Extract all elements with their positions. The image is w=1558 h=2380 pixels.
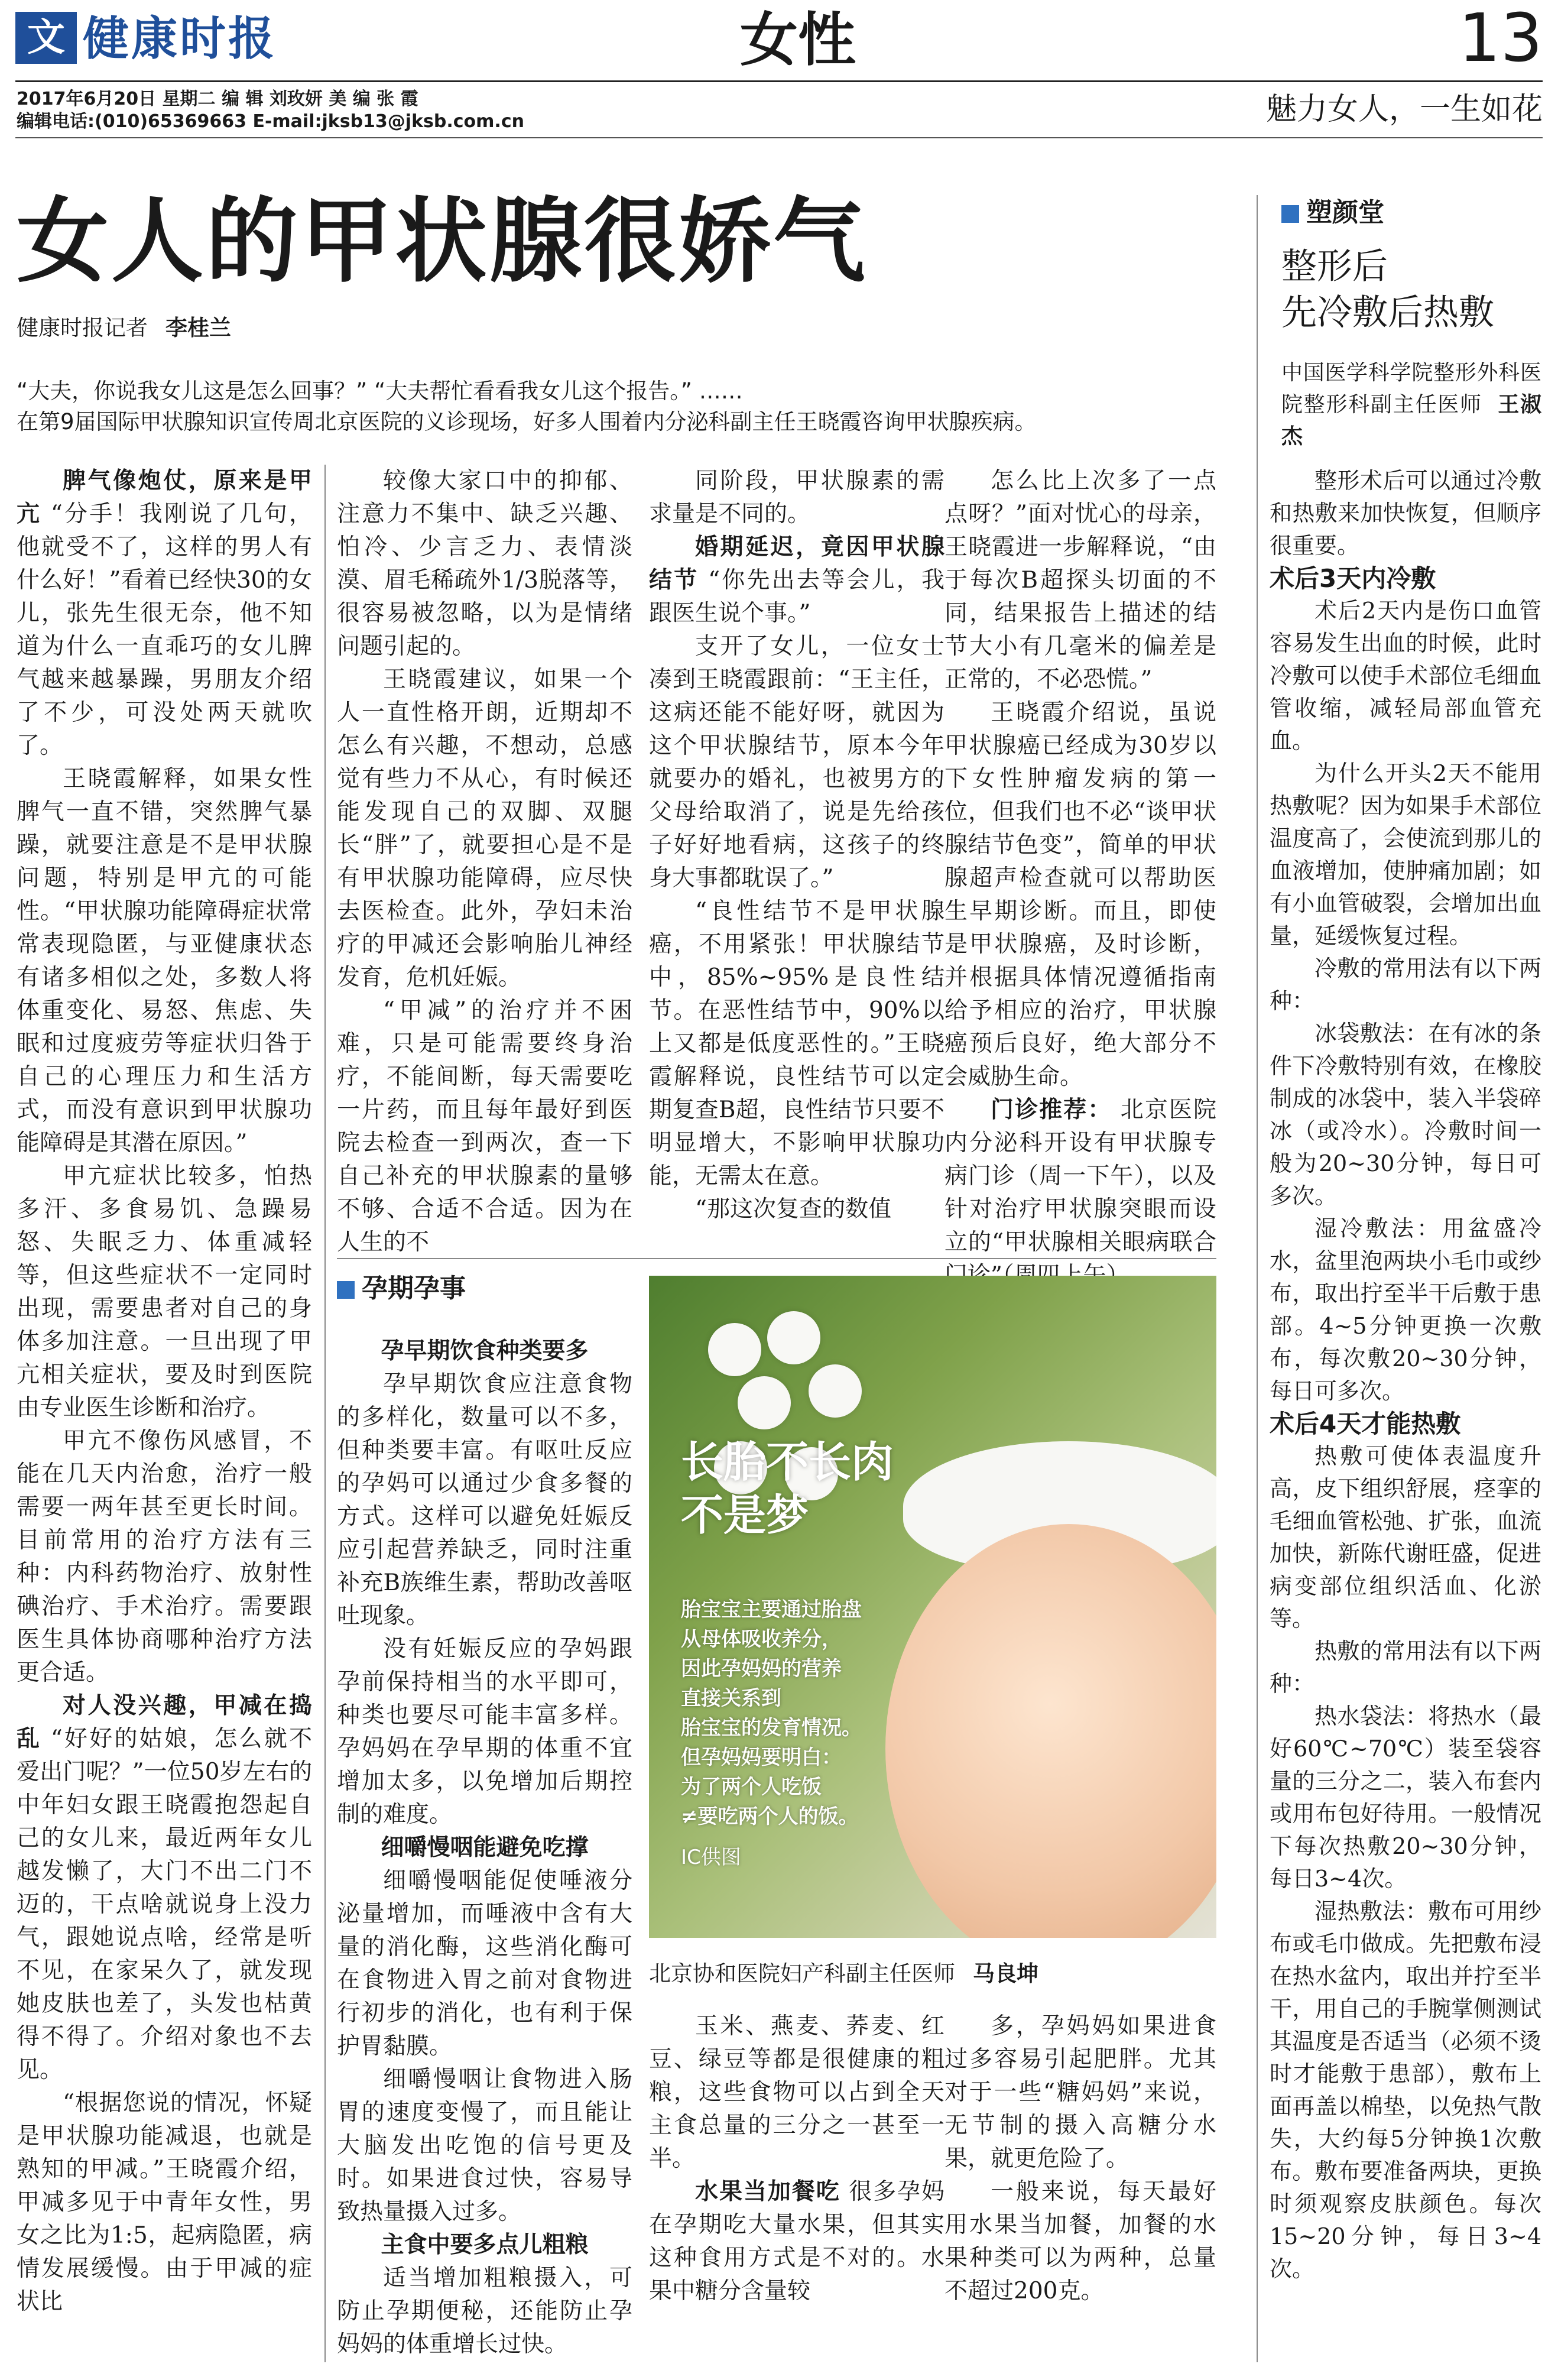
article-column-4	[944, 465, 1216, 1292]
photo-headline: 长胎不长肉 不是梦	[681, 1437, 894, 1540]
paragraph: 王晓霞介绍说，虽说甲状腺癌已经成为30岁以下女性肿瘤发病的第一位，但我们也不必“谈甲状腺结节色变”，简单的甲状腺超声检查就可以帮助医生早期诊断。而且，即使是甲状腺癌，及时诊断，并根据具体情况遵循指南给予相应的治疗，甲状腺癌预后良好，绝大部分不会威胁生命。	[944, 699, 1216, 1090]
paragraph: 甲亢症状比较多，怕热多汗、多食易饥、急躁易怒、失眠乏力、体重减轻等，但这些症状不一定同时出现，需要患者对自己的身体多加注意。一旦出现了甲亢相关症状，要及时到医院由专业医生诊断和治疗。	[17, 1163, 312, 1421]
paragraph-lead: 门诊推荐：	[991, 1097, 1112, 1123]
pregnancy-box-rule	[337, 1258, 1216, 1259]
photo-caption-line: 胎宝宝的发育情况。	[681, 1716, 862, 1740]
paragraph: 王晓霞解释，如果女性脾气一直不错，突然脾气暴躁，就要注意是不是甲状腺问题，特别是甲亢的可能性。“甲状腺功能障碍症状常常表现隐匿，与亚健康状态有诸多相似之处，多数人将体重变化、易怒、焦虑、失眠和过度疲劳等症状归咎于自己的心理压力和生活方式，而没有意识到甲状腺功能障碍是其潜在原因。”	[17, 766, 312, 1156]
subheading: 术后3天内冷敷	[1270, 564, 1436, 593]
paragraph: 细嚼慢咽让食物进入肠胃的速度变慢了，而且能让大脑发出吃饱的信号更及时。如果进食过快，容易导致热量摄入过多。	[337, 2066, 632, 2225]
masthead-rule	[15, 80, 1543, 82]
article-column-1	[17, 465, 312, 2319]
paragraph-lead: 脾气像炮仗，原来是甲亢	[17, 468, 312, 527]
page-number: 13	[1458, 0, 1543, 77]
paragraph: “甲减”的治疗并不困难，只是可能需要终身治疗，不能间断，每天需要吃一片药，而且每年最好到医院去检查一到两次，查一下自己补充的甲状腺素的量够不够、合适不合适。因为在人生的不	[337, 997, 632, 1256]
photo-caption-line: 但孕妈妈要明白：	[681, 1746, 842, 1769]
pregnancy-column-3	[944, 2010, 1216, 2308]
section-title: 女性	[739, 7, 856, 74]
masthead-rule-bottom	[15, 137, 1543, 138]
paragraph: 玉米、燕麦、荞麦、红豆、绿豆等都是很健康的粗粮，这些食物可以占到全天主食总量的三分之一甚至一半。	[649, 2013, 944, 2172]
paragraph: 水果当加餐吃 很多孕妈在孕期吃大量水果，但其实这种食用方式是不对的。水果中糖分含量较	[649, 2178, 944, 2304]
subheading: 孕早期饮食种类要多	[381, 1338, 589, 1364]
photo-caption-line: 因此孕妈妈的营养	[681, 1657, 842, 1681]
sidebar-column	[1270, 465, 1541, 2285]
pregnancy-author: 北京协和医院妇产科副主任医师 马良坤	[649, 1961, 1038, 1986]
paragraph: 脾气像炮仗，原来是甲亢 “分手！我刚说了几句，他就受不了，这样的男人有什么好！”看着已经快30的女儿，张先生很无奈，他不知道为什么一直乖巧的女儿脾气越来越暴躁，男朋友介绍了不少，可没处两天就吹了。	[17, 468, 312, 759]
paragraph-lead: 水果当加餐吃	[695, 2178, 840, 2205]
paragraph: 王晓霞建议，如果一个人一直性格开朗，近期却不怎么有兴趣，不想动，总感觉有些力不从心，有时候还能发现自己的双脚、双腿长“胖”了，就要担心是不是有甲状腺功能障碍，应尽快去医检查。此外，孕妇未治疗的甲减还会影响胎儿神经发育，危机妊娠。	[337, 666, 632, 991]
paragraph: 细嚼慢咽能促使唾液分泌量增加，而唾液中含有大量的消化酶，这些消化酶可在食物进入胃之前对食物进行初步的消化，也有利于保护胃黏膜。	[337, 1867, 632, 2060]
paragraph: 同阶段，甲状腺素的需求量是不同的。	[649, 468, 944, 527]
photo-caption-line: 为了两个人吃饭	[681, 1775, 822, 1799]
pregnancy-box-title: 孕期孕事	[337, 1271, 466, 1306]
paragraph: “那这次复查的数值	[695, 1196, 891, 1223]
paragraph: 湿热敷法：敷布可用纱布或毛巾做成。先把敷布浸在热水盆内，取出并拧至半干，用自己的手腕掌侧测试其温度是否适当（必须不烫时才能敷于患部），敷布上面再盖以棉垫，以免热气散失，大约每5分钟换1次敷布。敷布要准备两块，更换时须观察皮肤颜色。每次15~20分钟，每日3~4次。	[1270, 1898, 1541, 2282]
paragraph: 支开了女儿，一位女士凑到王晓霞跟前：“王主任，这病还能不能好呀，就因为这个甲状腺结节，原本今年就要办的婚礼，也被男方的父母给取消了，说是先给孩子好好地看病，这孩子的终身大事都耽误了。”	[649, 633, 944, 891]
sidebar-author: 中国医学科学院整形外科医院整形科副主任医师 王淑杰	[1281, 361, 1541, 449]
subheading: 细嚼慢咽能避免吃撑	[381, 1834, 589, 1861]
paragraph-lead: 对人没兴趣，甲减在捣乱	[17, 1692, 312, 1752]
paragraph: 冰袋敷法：在有冰的条件下冷敷特别有效，在橡胶制成的冰袋中，装入半袋碎冰（或冷水）。冷敷时间一般为20~30分钟，每日可多次。	[1270, 1020, 1541, 1209]
byline-name: 李桂兰	[165, 315, 231, 341]
paragraph: 热敷可使体表温度升高，皮下组织舒展，痉挛的毛细血管松弛、扩张，血流加快，新陈代谢旺盛，促进病变部位组织活血、化淤等。	[1270, 1443, 1541, 1632]
square-bullet-icon	[1281, 205, 1299, 223]
subheading: 主食中要多点儿粗粮	[381, 2232, 589, 2258]
newspaper-logo: 健康时报	[83, 12, 277, 66]
paragraph: 没有妊娠反应的孕妈跟孕前保持相当的水平即可，种类也要尽可能丰富多样。孕妈妈在孕早期的体重不宜增加太多，以免增加后期控制的难度。	[337, 1636, 632, 1828]
paragraph: “良性结节不是甲状腺癌，不用紧张！甲状腺结节中，85%~95%是良性结节。在恶性结节中，90%以上又都是低度恶性的。”王晓霞解释说，良性结节可以定期复查B超，良性结节只要不明显增大，不影响甲状腺功能，无需太在意。	[649, 898, 944, 1189]
paragraph: 婚期延迟，竟因甲状腺结节 “你先出去等会儿，我跟医生说个事。”	[649, 534, 944, 627]
article-column-3	[649, 465, 944, 1226]
belly-shape	[885, 1524, 1216, 1938]
photo-caption-line: ≠要吃两个人的饭。	[681, 1805, 859, 1828]
paragraph: “根据您说的情况，怀疑是甲状腺功能减退，也就是熟知的甲减。”王晓霞介绍，甲减多见于中青年女性，男女之比为1:5，起病隐匿，病情发展缓慢。由于甲减的症状比	[17, 2090, 312, 2315]
paragraph: 怎么比上次多了一点点呀？”面对忧心的母亲，王晓霞进一步解释说，“由于每次B超探头切面的不同，结果报告上描述的结节大小有几毫米的偏差是正常的，不必恐慌。”	[944, 468, 1216, 693]
pregnancy-column-2	[649, 2010, 944, 2308]
paragraph: 对人没兴趣，甲减在捣乱 “好好的姑娘，怎么就不爱出门呢？”一位50岁左右的中年妇女跟王晓霞抱怨起自己的女儿来，最近两年女儿越发懒了，大门不出二门不迈的，干点啥就说身上没力气，跟她说点啥，经常是听不见，在家呆久了，就发现她皮肤也差了，头发也枯黄得不得了。介绍对象也不去见。	[17, 1692, 312, 2083]
paragraph: 术后2天内是伤口血管容易发生出血的时候，此时冷敷可以使手术部位毛细血管收缩，减轻局部血管充血。	[1270, 598, 1541, 754]
square-bullet-icon	[337, 1281, 355, 1299]
subheading: 术后4天才能热敷	[1270, 1409, 1461, 1438]
main-byline	[17, 313, 231, 343]
photo-caption-line: 胎宝宝主要通过胎盘	[681, 1598, 862, 1622]
photo-caption-line: 直接关系到	[681, 1687, 781, 1710]
slogan: 魅力女人，一生如花	[1265, 92, 1543, 127]
paragraph: 门诊推荐： 北京医院内分泌科开设有甲状腺专病门诊（周一下午），以及针对治疗甲状腺突眼而设立的“甲状腺相关眼病联合	[944, 1097, 1216, 1256]
sidebar-box-title: 塑颜堂	[1281, 195, 1384, 231]
article-intro	[17, 376, 1243, 437]
paragraph: 为什么开头2天不能用热敷呢？因为如果手术部位温度高了，会使流到那儿的血液增加，使肿痛加剧；如有小血管破裂，会增加出血量，延缓恢复过程。	[1270, 760, 1541, 949]
intro-text: 在第9届国际甲状腺知识宣传周北京医院的义诊现场，好多人围着内分泌科副主任王晓霞咨询甲状腺疾病。	[17, 409, 1037, 435]
paragraph-lead: 婚期延迟，竟因甲状腺结节	[649, 534, 944, 594]
paragraph: 整形术后可以通过冷敷和热敷来加快恢复，但顺序很重要。	[1270, 468, 1541, 559]
contact-line: 编辑电话:(010)65369663 E-mail:jksb13@jksb.com.cn	[17, 111, 524, 132]
logo-mark: 文	[15, 12, 77, 64]
photo-caption	[681, 1595, 862, 1831]
date-line: 2017年6月20日 星期二 编 辑 刘玫妍 美 编 张 霞	[17, 89, 418, 109]
article-column-2	[337, 465, 632, 1259]
paragraph: 较像大家口中的抑郁、注意力不集中、缺乏兴趣、怕冷、少言乏力、表情淡漠、眉毛稀疏外1/3脱落等，很容易被忽略，以为是情绪问题引起的。	[337, 468, 632, 660]
paragraph: 湿冷敷法：用盆盛冷水，盆里泡两块小毛巾或纱布，取出拧至半干后敷于患部。4~5分钟更换一次敷布，每次敷20~30分钟，每日可多次。	[1270, 1215, 1541, 1404]
pregnancy-photo	[649, 1276, 1216, 1938]
paragraph: 孕早期饮食应注意食物的多样化，数量可以不多，但种类要丰富。有呕吐反应的孕妈可以通过少食多餐的方式。这样可以避免妊娠反应引起营养缺乏，同时注重补充B族维生素，帮助改善呕吐现象。	[337, 1371, 632, 1629]
paragraph: 热敷的常用法有以下两种：	[1270, 1638, 1541, 1697]
main-headline: 女人的甲状腺很娇气	[17, 187, 868, 295]
sidebar-headline: 整形后 先冷敷后热敷	[1281, 246, 1494, 333]
intro-quote: “大夫，你说我女儿这是怎么回事？” “大夫帮忙看看我女儿这个报告。” ……	[17, 378, 743, 404]
byline-label: 健康时报记者	[17, 315, 148, 341]
paragraph: 多，孕妈妈如果进食过多容易引起肥胖。尤其对于一些“糖妈妈”来说，无节制的摄入高糖分水果，就更危险了。	[944, 2013, 1216, 2172]
paragraph: 适当增加粗粮摄入，可防止孕期便秘，还能防止孕妈妈的体重增长过快。	[337, 2265, 632, 2358]
paragraph: 甲亢不像伤风感冒，不能在几天内治愈，治疗一般需要一两年甚至更长时间。目前常用的治疗方法有三种：内科药物治疗、放射性碘治疗、手术治疗。需要跟医生具体协商哪种治疗方法更合适。	[17, 1428, 312, 1686]
photo-caption-line: 从母体吸收养分，	[681, 1627, 842, 1651]
column-divider	[324, 465, 326, 2362]
paragraph: 热水袋法：将热水（最好60℃~70℃）装至袋容量的三分之二，装入布套内或用布包好待用。一般情况下每次热敷20~30分钟，每日3~4次。	[1270, 1703, 1541, 1892]
photo-credit: IC供图	[681, 1846, 741, 1869]
paragraph: 一般来说，每天最好用水果当加餐，加餐的水果种类可以为两种，总量不超过200克。	[944, 2178, 1216, 2304]
paragraph: 冷敷的常用法有以下两种：	[1270, 955, 1541, 1014]
sidebar-divider	[1257, 195, 1258, 2362]
pregnancy-column-1	[337, 1335, 632, 2361]
